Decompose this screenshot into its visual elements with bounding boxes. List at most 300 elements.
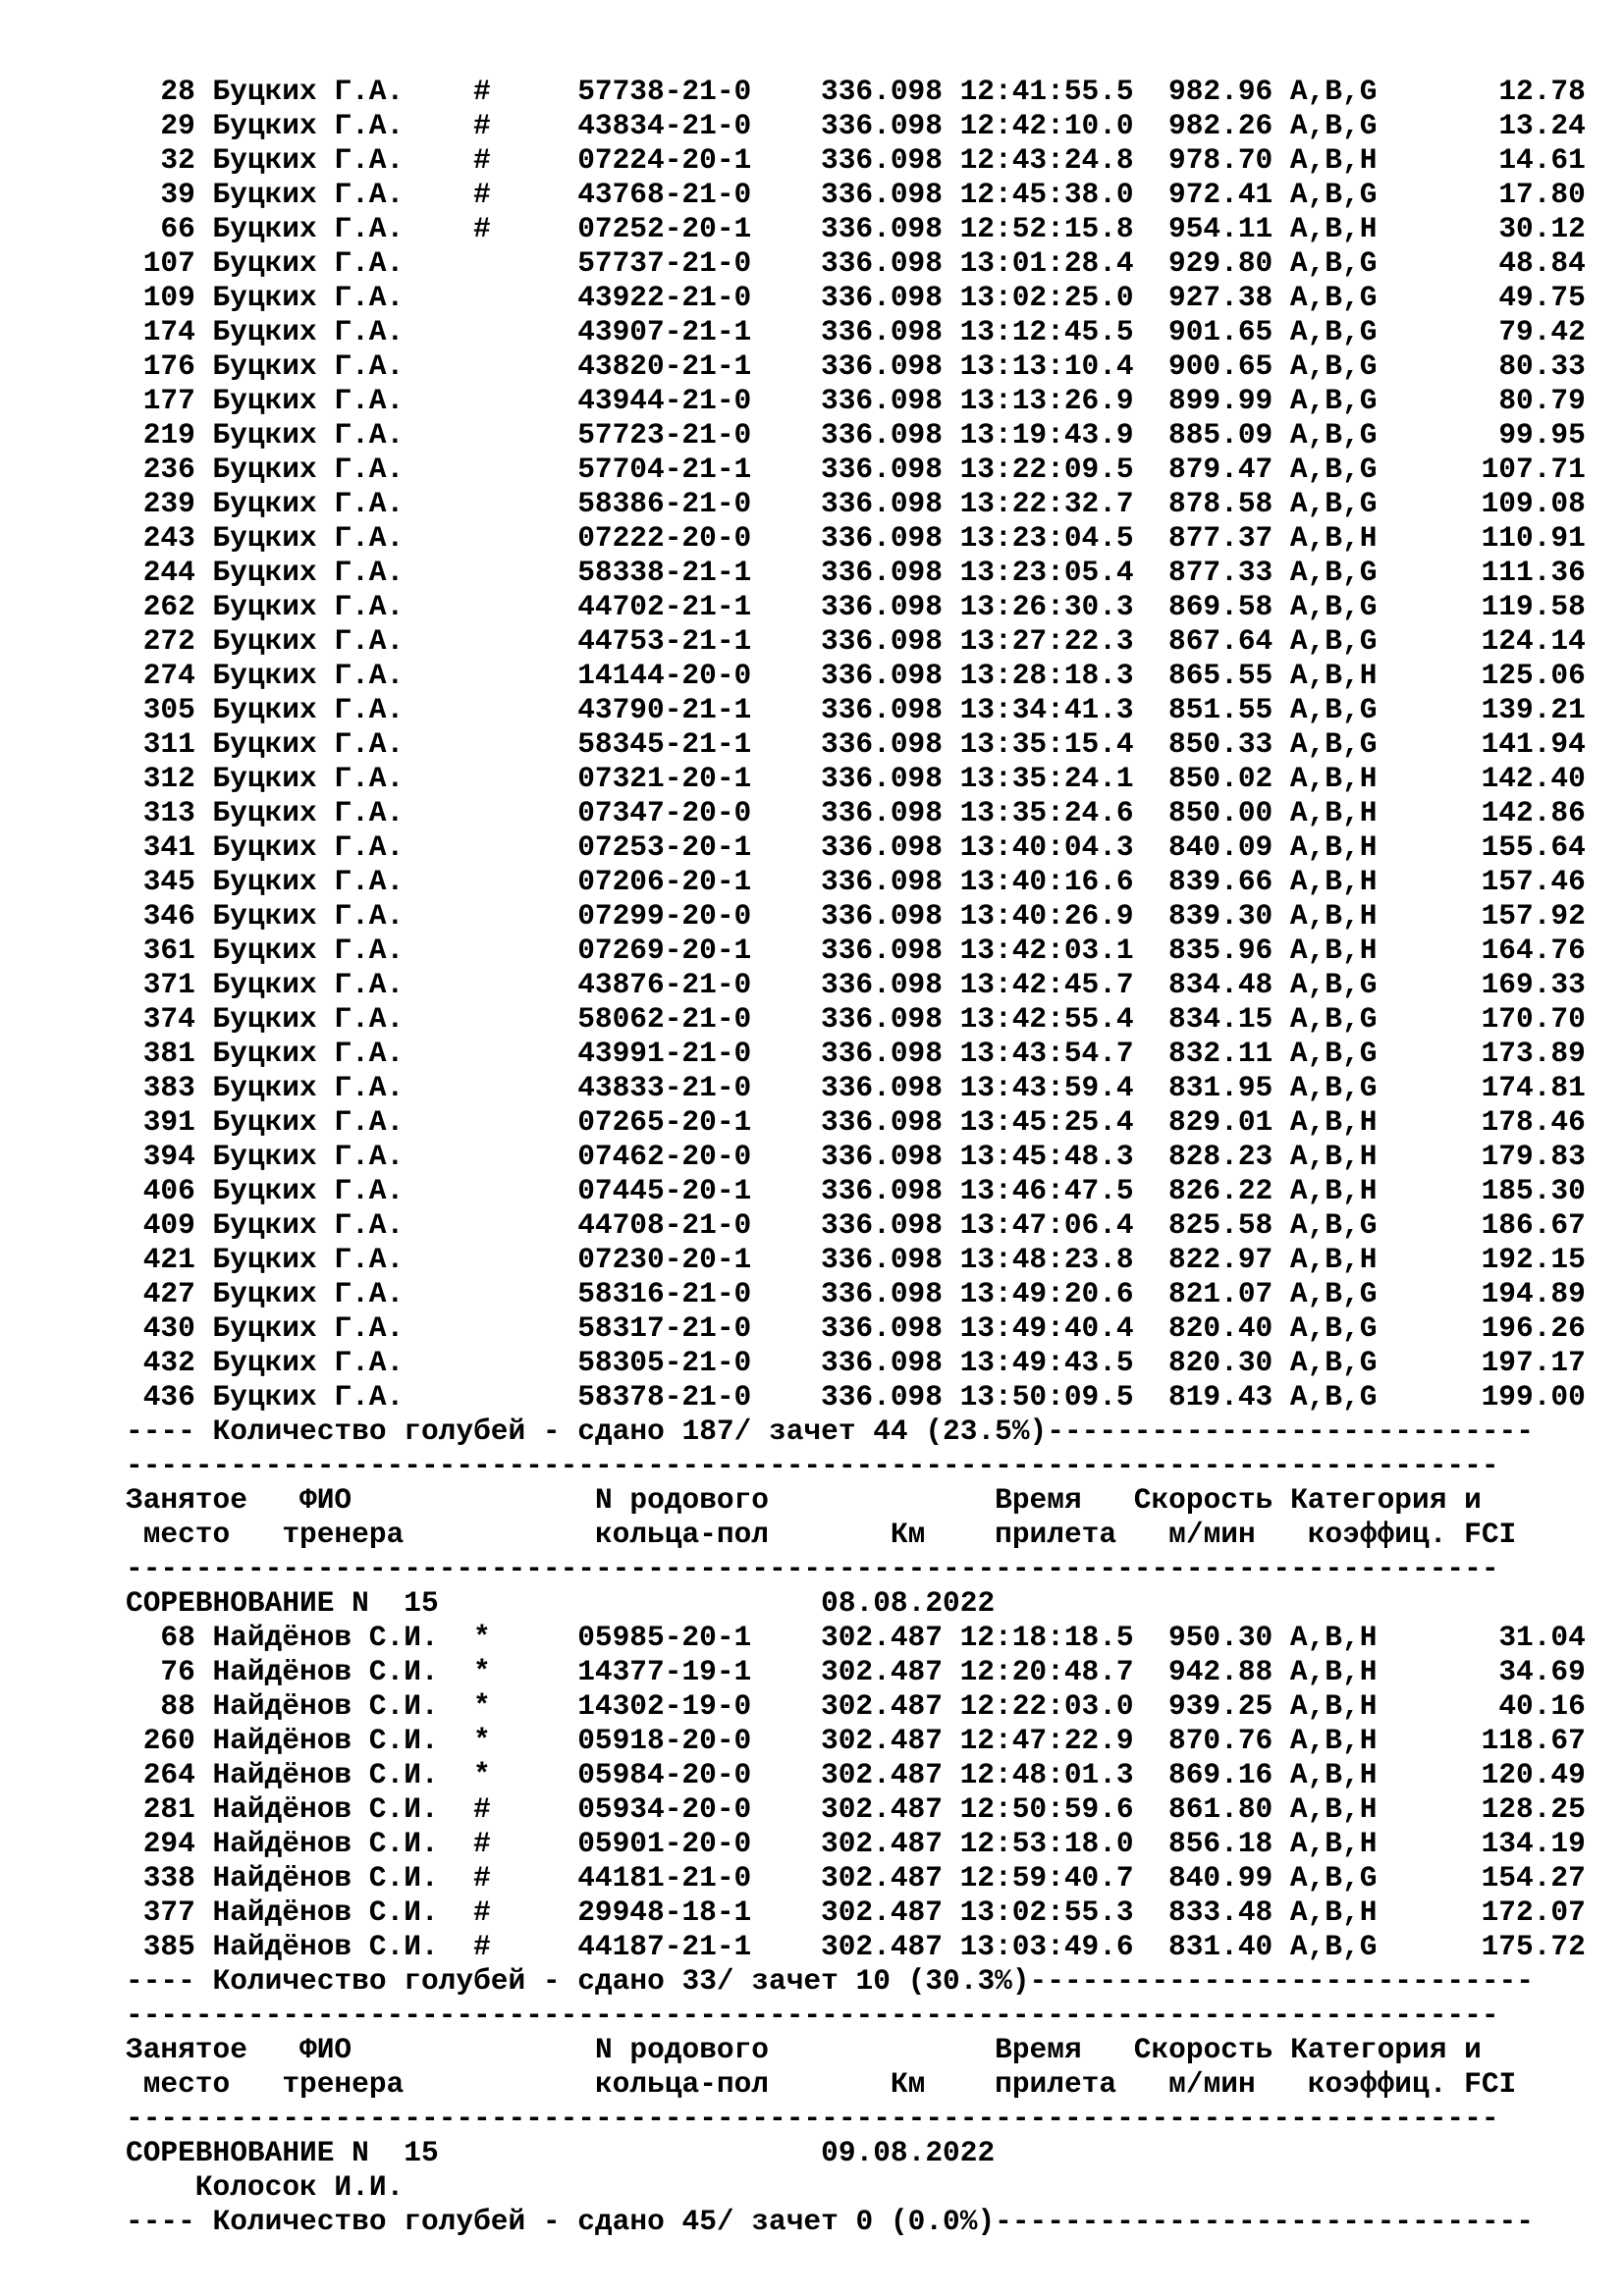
cell-speed: 851.55 [1168, 693, 1273, 726]
cell-speed: 929.80 [1168, 246, 1273, 280]
cell-time: 13:03:49.6 [959, 1930, 1134, 1963]
cell-coef: 80.79 [1498, 384, 1586, 417]
cell-cat: A,B,H [1289, 830, 1378, 864]
cell-coef: 179.83 [1481, 1140, 1586, 1173]
section2-rows [126, 1621, 1586, 1964]
cell-place: 341 [142, 830, 195, 864]
cell-ring: 05918-20-0 [577, 1724, 752, 1757]
cell-speed: 829.01 [1168, 1105, 1273, 1139]
cell-ring: 43991-21-0 [577, 1037, 752, 1070]
cell-speed: 834.48 [1168, 968, 1273, 1001]
cell-km: 336.098 [821, 762, 943, 795]
cell-km: 336.098 [821, 315, 943, 348]
cell-cat: A,B,G [1289, 1208, 1378, 1242]
cell-km: 336.098 [821, 1380, 943, 1414]
cell-speed: 828.23 [1168, 1140, 1273, 1173]
cell-speed: 834.15 [1168, 1002, 1273, 1036]
cell-place: 236 [142, 453, 195, 486]
cell-cat: A,B,H [1289, 659, 1378, 692]
cell-time: 13:35:15.4 [959, 727, 1134, 761]
table-row [126, 1380, 1586, 1415]
cell-ring: 58316-21-0 [577, 1277, 752, 1310]
cell-cat: A,B,G [1289, 349, 1378, 383]
cell-place: 338 [142, 1861, 195, 1895]
cell-cat: A,B,H [1289, 796, 1378, 829]
table-row [126, 727, 1586, 762]
cell-ring: 58386-21-0 [577, 487, 752, 520]
cell-speed: 833.48 [1168, 1896, 1273, 1929]
cell-speed: 885.09 [1168, 418, 1273, 452]
column-header-line1: Занятое ФИО N родового Время Скорость Категория и [126, 2033, 1482, 2066]
cell-coef: 107.71 [1481, 453, 1586, 486]
cell-cat: A,B,G [1289, 487, 1378, 520]
cell-time: 13:01:28.4 [959, 246, 1134, 280]
cell-name: Буцких Г.А. [212, 1140, 405, 1173]
table-row [126, 968, 1586, 1002]
cell-time: 12:52:15.8 [959, 212, 1134, 245]
cell-speed: 954.11 [1168, 212, 1273, 245]
cell-coef: 194.89 [1481, 1277, 1586, 1310]
cell-name: Буцких Г.А. [212, 796, 405, 829]
cell-place: 361 [142, 934, 195, 967]
section3-summary: ---- Количество голубей - сдано 45/ зачет 0 (0.0%)------------------------------- [126, 2205, 1534, 2238]
cell-speed: 831.40 [1168, 1930, 1273, 1963]
cell-speed: 832.11 [1168, 1037, 1273, 1070]
cell-cat: A,B,G [1289, 624, 1378, 658]
cell-coef: 12.78 [1498, 75, 1586, 108]
cell-speed: 831.95 [1168, 1071, 1273, 1104]
cell-cat: A,B,G [1289, 418, 1378, 452]
table-row [126, 1621, 1586, 1655]
cell-km: 302.487 [821, 1655, 943, 1688]
cell-coef: 109.08 [1481, 487, 1586, 520]
cell-cat: A,B,G [1289, 384, 1378, 417]
cell-place: 244 [142, 556, 195, 589]
cell-coef: 197.17 [1481, 1346, 1586, 1379]
cell-speed: 820.40 [1168, 1311, 1273, 1345]
cell-speed: 982.26 [1168, 109, 1273, 142]
cell-cat: A,B,H [1289, 899, 1378, 933]
cell-ring: 43790-21-1 [577, 693, 752, 726]
cell-time: 13:47:06.4 [959, 1208, 1134, 1242]
cell-name: Буцких Г.А. [212, 1002, 405, 1036]
cell-ring: 43907-21-1 [577, 315, 752, 348]
cell-place: 371 [142, 968, 195, 1001]
cell-km: 336.098 [821, 453, 943, 486]
cell-coef: 49.75 [1498, 281, 1586, 314]
cell-km: 336.098 [821, 899, 943, 933]
cell-name: Буцких Г.А. [212, 487, 405, 520]
cell-time: 13:13:10.4 [959, 349, 1134, 383]
cell-place: 346 [142, 899, 195, 933]
cell-ring: 07230-20-1 [577, 1243, 752, 1276]
table-row [126, 659, 1586, 693]
cell-ring: 57738-21-0 [577, 75, 752, 108]
cell-km: 336.098 [821, 246, 943, 280]
cell-coef: 164.76 [1481, 934, 1586, 967]
cell-name: Найдёнов С.И. [212, 1689, 439, 1723]
cell-km: 336.098 [821, 349, 943, 383]
cell-speed: 840.99 [1168, 1861, 1273, 1895]
cell-name: Буцких Г.А. [212, 659, 405, 692]
table-row [126, 1277, 1586, 1311]
cell-cat: A,B,G [1289, 1071, 1378, 1104]
table-row [126, 1174, 1586, 1208]
cell-time: 12:42:10.0 [959, 109, 1134, 142]
cell-km: 336.098 [821, 1174, 943, 1207]
cell-km: 302.487 [821, 1896, 943, 1929]
cell-mark: # [473, 1827, 491, 1860]
cell-km: 336.098 [821, 1277, 943, 1310]
cell-place: 176 [142, 349, 195, 383]
cell-name: Буцких Г.А. [212, 1311, 405, 1345]
cell-coef: 31.04 [1498, 1621, 1586, 1654]
cell-cat: A,B,G [1289, 693, 1378, 726]
cell-name: Буцких Г.А. [212, 1037, 405, 1070]
cell-cat: A,B,G [1289, 281, 1378, 314]
cell-speed: 819.43 [1168, 1380, 1273, 1414]
cell-cat: A,B,H [1289, 1243, 1378, 1276]
cell-name: Буцких Г.А. [212, 281, 405, 314]
cell-place: 294 [142, 1827, 195, 1860]
cell-cat: A,B,H [1289, 934, 1378, 967]
cell-place: 29 [160, 109, 195, 142]
cell-km: 336.098 [821, 1208, 943, 1242]
cell-name: Буцких Г.А. [212, 1243, 405, 1276]
cell-cat: A,B,G [1289, 556, 1378, 589]
cell-km: 336.098 [821, 281, 943, 314]
cell-speed: 825.58 [1168, 1208, 1273, 1242]
table-row [126, 521, 1586, 556]
cell-coef: 142.86 [1481, 796, 1586, 829]
separator: ------------------------------------------------------------------------------- [126, 2102, 1499, 2135]
result-sheet [126, 75, 1586, 2239]
cell-ring: 43768-21-0 [577, 178, 752, 211]
cell-coef: 185.30 [1481, 1174, 1586, 1207]
cell-km: 336.098 [821, 1105, 943, 1139]
cell-ring: 44181-21-0 [577, 1861, 752, 1895]
cell-coef: 178.46 [1481, 1105, 1586, 1139]
cell-ring: 07253-20-1 [577, 830, 752, 864]
cell-coef: 48.84 [1498, 246, 1586, 280]
cell-place: 109 [142, 281, 195, 314]
cell-time: 12:45:38.0 [959, 178, 1134, 211]
table-row [126, 1896, 1586, 1930]
table-row [126, 418, 1586, 453]
cell-cat: A,B,G [1289, 453, 1378, 486]
cell-time: 12:20:48.7 [959, 1655, 1134, 1688]
cell-coef: 124.14 [1481, 624, 1586, 658]
cell-place: 274 [142, 659, 195, 692]
cell-mark: * [473, 1655, 491, 1688]
cell-coef: 173.89 [1481, 1037, 1586, 1070]
cell-name: Буцких Г.А. [212, 246, 405, 280]
table-row [126, 109, 1586, 143]
cell-name: Буцких Г.А. [212, 590, 405, 623]
table-row [126, 1930, 1586, 1964]
cell-name: Найдёнов С.И. [212, 1792, 439, 1826]
cell-ring: 07224-20-1 [577, 143, 752, 177]
cell-ring: 07265-20-1 [577, 1105, 752, 1139]
cell-cat: A,B,H [1289, 1105, 1378, 1139]
cell-place: 391 [142, 1105, 195, 1139]
cell-coef: 99.95 [1498, 418, 1586, 452]
table-row [126, 1724, 1586, 1758]
table-row [126, 487, 1586, 521]
cell-km: 336.098 [821, 624, 943, 658]
cell-time: 13:42:03.1 [959, 934, 1134, 967]
cell-name: Буцких Г.А. [212, 693, 405, 726]
cell-place: 260 [142, 1724, 195, 1757]
cell-ring: 43876-21-0 [577, 968, 752, 1001]
cell-ring: 58305-21-0 [577, 1346, 752, 1379]
cell-mark: # [473, 212, 491, 245]
cell-ring: 44753-21-1 [577, 624, 752, 658]
table-row [126, 1002, 1586, 1037]
cell-ring: 58345-21-1 [577, 727, 752, 761]
table-row [126, 796, 1586, 830]
separator: ------------------------------------------------------------------------------- [126, 1552, 1499, 1585]
cell-speed: 835.96 [1168, 934, 1273, 967]
cell-km: 336.098 [821, 830, 943, 864]
cell-name: Буцких Г.А. [212, 865, 405, 898]
cell-name: Буцких Г.А. [212, 384, 405, 417]
cell-time: 12:48:01.3 [959, 1758, 1134, 1791]
cell-place: 377 [142, 1896, 195, 1929]
cell-km: 336.098 [821, 1311, 943, 1345]
cell-mark: # [473, 1930, 491, 1963]
cell-name: Буцких Г.А. [212, 934, 405, 967]
table-row [126, 1208, 1586, 1243]
cell-coef: 157.92 [1481, 899, 1586, 933]
cell-time: 13:48:23.8 [959, 1243, 1134, 1276]
cell-coef: 119.58 [1481, 590, 1586, 623]
cell-coef: 111.36 [1481, 556, 1586, 589]
cell-speed: 877.37 [1168, 521, 1273, 555]
cell-coef: 134.19 [1481, 1827, 1586, 1860]
cell-time: 13:50:09.5 [959, 1380, 1134, 1414]
cell-km: 336.098 [821, 75, 943, 108]
cell-place: 28 [160, 75, 195, 108]
cell-km: 302.487 [821, 1758, 943, 1791]
cell-time: 13:12:45.5 [959, 315, 1134, 348]
table-row [126, 212, 1586, 246]
cell-place: 313 [142, 796, 195, 829]
cell-km: 336.098 [821, 796, 943, 829]
cell-cat: A,B,H [1289, 1758, 1378, 1791]
cell-cat: A,B,G [1289, 75, 1378, 108]
cell-name: Буцких Г.А. [212, 75, 405, 108]
cell-coef: 155.64 [1481, 830, 1586, 864]
cell-km: 336.098 [821, 1037, 943, 1070]
cell-place: 436 [142, 1380, 195, 1414]
table-row [126, 1827, 1586, 1861]
table-row [126, 865, 1586, 899]
cell-coef: 79.42 [1498, 315, 1586, 348]
cell-coef: 174.81 [1481, 1071, 1586, 1104]
cell-ring: 44187-21-1 [577, 1930, 752, 1963]
cell-time: 13:19:43.9 [959, 418, 1134, 452]
table-row [126, 1311, 1586, 1346]
cell-km: 336.098 [821, 590, 943, 623]
section1-rows [126, 75, 1586, 1415]
cell-name: Буцких Г.А. [212, 968, 405, 1001]
cell-speed: 839.66 [1168, 865, 1273, 898]
cell-km: 336.098 [821, 1243, 943, 1276]
cell-name: Найдёнов С.И. [212, 1896, 439, 1929]
cell-speed: 879.47 [1168, 453, 1273, 486]
cell-time: 13:49:40.4 [959, 1311, 1134, 1345]
cell-km: 336.098 [821, 1002, 943, 1036]
cell-mark: # [473, 75, 491, 108]
cell-mark: * [473, 1689, 491, 1723]
cell-cat: A,B,G [1289, 1930, 1378, 1963]
cell-name: Буцких Г.А. [212, 624, 405, 658]
cell-time: 13:27:22.3 [959, 624, 1134, 658]
cell-ring: 07222-20-0 [577, 521, 752, 555]
cell-speed: 850.00 [1168, 796, 1273, 829]
cell-ring: 07445-20-1 [577, 1174, 752, 1207]
table-row [126, 349, 1586, 384]
cell-time: 13:26:30.3 [959, 590, 1134, 623]
cell-speed: 942.88 [1168, 1655, 1273, 1688]
cell-ring: 14377-19-1 [577, 1655, 752, 1688]
cell-place: 427 [142, 1277, 195, 1310]
table-row [126, 1861, 1586, 1896]
cell-time: 12:47:22.9 [959, 1724, 1134, 1757]
cell-name: Буцких Г.А. [212, 521, 405, 555]
cell-name: Буцких Г.А. [212, 453, 405, 486]
cell-ring: 07206-20-1 [577, 865, 752, 898]
cell-place: 409 [142, 1208, 195, 1242]
section3-title: СОРЕВНОВАНИЕ N 15 09.08.2022 [126, 2136, 996, 2169]
cell-time: 12:43:24.8 [959, 143, 1134, 177]
cell-place: 311 [142, 727, 195, 761]
cell-speed: 839.30 [1168, 899, 1273, 933]
cell-cat: A,B,G [1289, 246, 1378, 280]
cell-mark: # [473, 1896, 491, 1929]
cell-speed: 850.33 [1168, 727, 1273, 761]
cell-speed: 877.33 [1168, 556, 1273, 589]
cell-name: Буцких Г.А. [212, 1346, 405, 1379]
cell-coef: 192.15 [1481, 1243, 1586, 1276]
table-row [126, 178, 1586, 212]
cell-cat: A,B,G [1289, 315, 1378, 348]
cell-cat: A,B,H [1289, 1827, 1378, 1860]
cell-time: 12:22:03.0 [959, 1689, 1134, 1723]
cell-time: 13:22:32.7 [959, 487, 1134, 520]
cell-name: Буцких Г.А. [212, 1174, 405, 1207]
cell-name: Буцких Г.А. [212, 1105, 405, 1139]
cell-km: 336.098 [821, 727, 943, 761]
cell-cat: A,B,H [1289, 1792, 1378, 1826]
cell-time: 13:35:24.1 [959, 762, 1134, 795]
cell-place: 239 [142, 487, 195, 520]
cell-cat: A,B,G [1289, 968, 1378, 1001]
cell-name: Найдёнов С.И. [212, 1724, 439, 1757]
cell-cat: A,B,H [1289, 865, 1378, 898]
cell-km: 302.487 [821, 1827, 943, 1860]
cell-cat: A,B,H [1289, 1724, 1378, 1757]
cell-place: 107 [142, 246, 195, 280]
cell-coef: 125.06 [1481, 659, 1586, 692]
cell-time: 13:40:04.3 [959, 830, 1134, 864]
cell-place: 32 [160, 143, 195, 177]
cell-ring: 44708-21-0 [577, 1208, 752, 1242]
table-row [126, 590, 1586, 624]
table-row [126, 281, 1586, 315]
cell-km: 336.098 [821, 178, 943, 211]
table-row [126, 75, 1586, 109]
table-row [126, 1071, 1586, 1105]
cell-speed: 867.64 [1168, 624, 1273, 658]
cell-time: 13:02:55.3 [959, 1896, 1134, 1929]
table-row [126, 315, 1586, 349]
cell-name: Буцких Г.А. [212, 315, 405, 348]
cell-speed: 840.09 [1168, 830, 1273, 864]
cell-coef: 142.40 [1481, 762, 1586, 795]
cell-cat: A,B,G [1289, 1277, 1378, 1310]
cell-speed: 820.30 [1168, 1346, 1273, 1379]
cell-place: 243 [142, 521, 195, 555]
section2-summary: ---- Количество голубей - сдано 33/ зачет 10 (30.3%)----------------------------- [126, 1964, 1534, 1998]
cell-km: 302.487 [821, 1861, 943, 1895]
cell-place: 421 [142, 1243, 195, 1276]
cell-coef: 169.33 [1481, 968, 1586, 1001]
cell-name: Буцких Г.А. [212, 899, 405, 933]
cell-coef: 186.67 [1481, 1208, 1586, 1242]
cell-ring: 43833-21-0 [577, 1071, 752, 1104]
table-row [126, 1037, 1586, 1071]
cell-cat: A,B,H [1289, 212, 1378, 245]
cell-cat: A,B,H [1289, 521, 1378, 555]
cell-coef: 14.61 [1498, 143, 1586, 177]
cell-time: 13:13:26.9 [959, 384, 1134, 417]
cell-ring: 57737-21-0 [577, 246, 752, 280]
cell-mark: * [473, 1758, 491, 1791]
table-row [126, 624, 1586, 659]
cell-speed: 899.99 [1168, 384, 1273, 417]
cell-place: 406 [142, 1174, 195, 1207]
cell-name: Буцких Г.А. [212, 212, 405, 245]
cell-km: 336.098 [821, 384, 943, 417]
cell-speed: 826.22 [1168, 1174, 1273, 1207]
cell-km: 336.098 [821, 109, 943, 142]
cell-time: 13:34:41.3 [959, 693, 1134, 726]
cell-coef: 120.49 [1481, 1758, 1586, 1791]
table-row [126, 143, 1586, 178]
cell-time: 13:43:59.4 [959, 1071, 1134, 1104]
cell-ring: 58378-21-0 [577, 1380, 752, 1414]
cell-name: Буцких Г.А. [212, 178, 405, 211]
cell-time: 13:42:55.4 [959, 1002, 1134, 1036]
cell-cat: A,B,H [1289, 1140, 1378, 1173]
cell-place: 305 [142, 693, 195, 726]
cell-ring: 58062-21-0 [577, 1002, 752, 1036]
cell-cat: A,B,H [1289, 762, 1378, 795]
cell-name: Найдёнов С.И. [212, 1930, 439, 1963]
cell-cat: A,B,G [1289, 727, 1378, 761]
cell-km: 302.487 [821, 1689, 943, 1723]
table-row [126, 693, 1586, 727]
cell-name: Буцких Г.А. [212, 1071, 405, 1104]
table-row [126, 830, 1586, 865]
cell-cat: A,B,H [1289, 1174, 1378, 1207]
cell-ring: 05984-20-0 [577, 1758, 752, 1791]
cell-km: 336.098 [821, 143, 943, 177]
cell-ring: 07321-20-1 [577, 762, 752, 795]
cell-coef: 196.26 [1481, 1311, 1586, 1345]
